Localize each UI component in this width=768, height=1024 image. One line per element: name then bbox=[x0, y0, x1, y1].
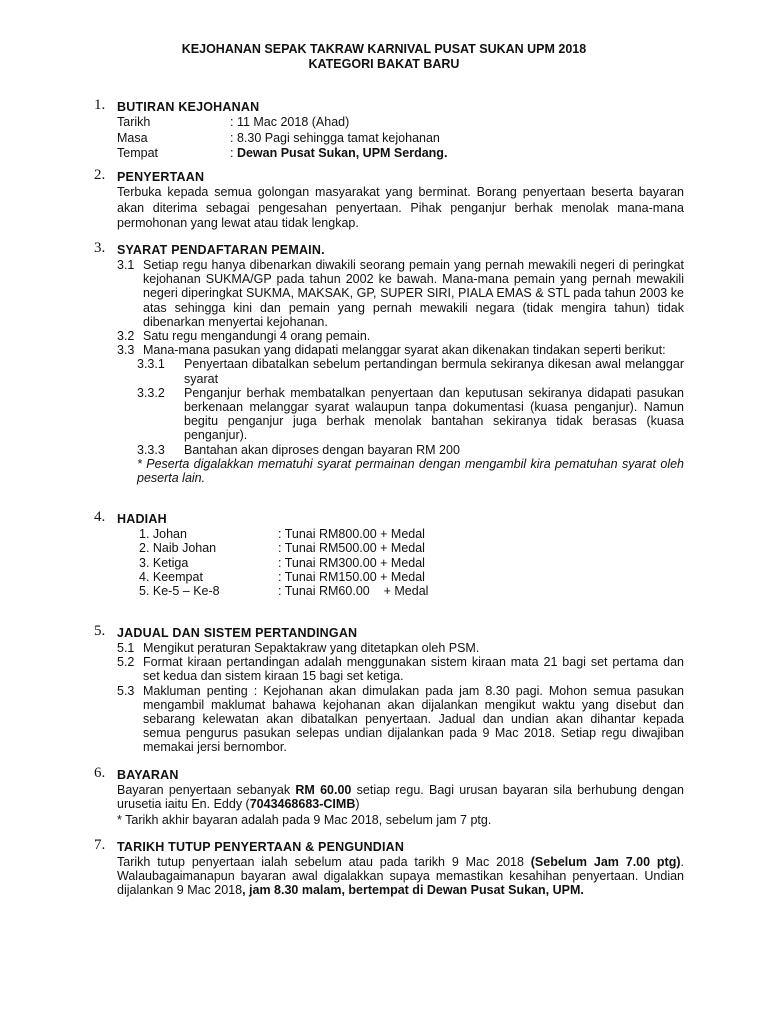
section-title: TARIKH TUTUP PENYERTAAN & PENGUNDIAN bbox=[117, 840, 405, 854]
clause-3-2 bbox=[117, 329, 684, 343]
prize-row bbox=[117, 527, 684, 541]
section-title: BUTIRAN KEJOHANAN bbox=[117, 100, 260, 114]
section-jadual-sistem bbox=[94, 623, 684, 755]
clause-3-3 bbox=[117, 343, 684, 357]
clause-number: 3.1 bbox=[117, 258, 135, 272]
prize-row bbox=[117, 541, 684, 555]
prize-rank: 3. Ketiga bbox=[139, 555, 189, 570]
detail-colon: : bbox=[230, 146, 237, 160]
clause-text: Penyertaan dibatalkan sebelum pertandingan bermula sekiranya dikesan awal melanggar syarat bbox=[184, 357, 684, 386]
detail-label: Masa bbox=[117, 130, 148, 145]
clause-number: 3.3.3 bbox=[137, 442, 165, 457]
payment-amount: RM 60.00 bbox=[295, 783, 352, 797]
detail-row-tempat bbox=[117, 146, 684, 162]
section-bayaran bbox=[94, 765, 684, 828]
detail-value: Dewan Pusat Sukan, UPM Serdang. bbox=[236, 146, 448, 160]
clause-number: 3.3.1 bbox=[137, 357, 165, 372]
paragraph-text: ) bbox=[355, 797, 360, 812]
clause-text: Setiap regu hanya dibenarkan diwakili seorang pemain yang pernah mewakili negeri di peringkat kejohanan SUKMA/GP pada tahun 2002 ke bawah. Mana-mana pemain yang pernah mewakili negeri diperingkat SUKMA, MAKSAK, GP, SUPER SIRI, PIALA EMAS & STL pada tahun 2003 ke atas sehingga kini dan pemain yang pernah mewakili negara (tidak mengira tahun) tidak dibenarkan menyertai kejohanan. bbox=[143, 258, 684, 329]
clause-5-1 bbox=[117, 641, 684, 655]
prize-rank: 4. Keempat bbox=[139, 569, 203, 584]
section-number: 6. bbox=[94, 765, 106, 781]
clause-text: Mengikut peraturan Sepaktakraw yang ditetapkan oleh PSM. bbox=[143, 641, 480, 655]
section-number: 5. bbox=[94, 623, 106, 639]
prize-value: : Tunai RM500.00 + Medal bbox=[278, 541, 425, 556]
clause-text: Format kiraan pertandingan adalah menggunakan sistem kiraan mata 21 bagi set pertama dan set kedua dan sistem kiraan 15 bagi set ketiga. bbox=[143, 655, 684, 684]
section-number: 1. bbox=[94, 97, 106, 113]
clause-3-1 bbox=[117, 258, 684, 329]
document-subtitle: KATEGORI BAKAT BARU bbox=[308, 57, 460, 71]
section-number: 7. bbox=[94, 837, 106, 853]
detail-row-masa bbox=[117, 131, 684, 147]
section-note: * Peserta digalakkan mematuhi syarat permainan dengan mengambil kira pematuhan syarat oleh peserta lain. bbox=[137, 456, 684, 486]
clause-3-3-1 bbox=[117, 357, 684, 385]
clause-text: Penganjur berhak membatalkan penyertaan dan keputusan sekiranya didapati pasukan berkenaan melanggar syarat walaupun tanpa dokumentasi (kuasa penganjur). Namun begitu penganjur juga berhak menolak bantahan sekiranya tidak berasas (kuasa penganjur). bbox=[184, 385, 684, 443]
section-title: HADIAH bbox=[117, 512, 167, 526]
section-title: JADUAL DAN SISTEM PERTANDINGAN bbox=[117, 626, 358, 640]
section-paragraph bbox=[117, 855, 684, 898]
section-title: SYARAT PENDAFTARAN PEMAIN. bbox=[117, 243, 325, 257]
detail-row-tarikh bbox=[117, 115, 684, 131]
detail-label: Tarikh bbox=[117, 115, 151, 129]
section-butiran-kejohanan bbox=[94, 97, 684, 162]
clause-number: 5.3 bbox=[117, 683, 135, 698]
paragraph-text: Bayaran penyertaan sebanyak bbox=[117, 783, 296, 797]
section-syarat-pendaftaran bbox=[94, 240, 684, 486]
clause-3-3-2 bbox=[117, 386, 684, 443]
section-title: PENYERTAAN bbox=[117, 170, 205, 184]
clause-5-2 bbox=[117, 655, 684, 683]
section-title: BAYARAN bbox=[117, 768, 179, 782]
clause-number: 5.2 bbox=[117, 655, 135, 670]
section-paragraph: Terbuka kepada semua golongan masyarakat yang berminat. Borang penyertaan beserta bayaran akan diterima sebagai pengesahan penyertaan. Pihak penganjur berhak menolak mana-mana permohonan yang lewat atau tidak lengkap. bbox=[117, 185, 684, 230]
clause-number: 5.1 bbox=[117, 641, 135, 655]
prize-value: : Tunai RM150.00 + Medal bbox=[278, 569, 425, 584]
clause-text: Makluman penting : Kejohanan akan dimulakan pada jam 8.30 pagi. Mohon semua pasukan mengambil maklumat bahawa kejohanan akan dijalankan mengikut waktu yang disebut dan sebarang kelewatan akan dibatalkan penyertaan. Jadual dan undian akan dihantar kepada semua pengurus pasukan selepas undian dijalankan pada 9 Mac 2018. Setiap regu diwajiban memakai jersi bernombor. bbox=[143, 683, 684, 755]
detail-value: : 11 Mac 2018 (Ahad) bbox=[230, 115, 350, 129]
prize-rank: 1. Johan bbox=[139, 527, 187, 541]
clause-text: Mana-mana pasukan yang didapati melanggar syarat akan dikenakan tindakan seperti berikut: bbox=[143, 343, 666, 358]
paragraph-text: . Walaubagaimanapun bayaran awal digalakkan supaya memastikan kesahihan penyertaan. Undian dijalankan 9 Mac 2018 bbox=[117, 855, 684, 898]
clause-number: 3.3.2 bbox=[137, 385, 165, 400]
payment-note: * Tarikh akhir bayaran adalah pada 9 Mac 2018, sebelum jam 7 ptg. bbox=[117, 813, 492, 828]
clause-number: 3.2 bbox=[117, 329, 135, 344]
closing-time: (Sebelum Jam 7.00 ptg) bbox=[530, 855, 681, 869]
paragraph-text: Tarikh tutup penyertaan ialah sebelum atau pada tarikh 9 Mac 2018 bbox=[117, 855, 531, 869]
clause-number: 3.3 bbox=[117, 343, 135, 358]
section-number: 4. bbox=[94, 509, 106, 525]
prize-value: : Tunai RM300.00 + Medal bbox=[278, 555, 425, 570]
paragraph-text: setiap regu. Bagi urusan bayaran sila berhubung dengan urusetia iaitu En. Eddy ( bbox=[117, 783, 684, 812]
document-title: KEJOHANAN SEPAK TAKRAW KARNIVAL PUSAT SUKAN UPM 2018 bbox=[181, 42, 587, 56]
section-hadiah bbox=[94, 509, 684, 599]
prize-row bbox=[117, 556, 684, 570]
clause-5-3 bbox=[117, 684, 684, 755]
draw-details: , jam 8.30 malam, bertempat di Dewan Pusat Sukan, UPM. bbox=[242, 883, 584, 898]
clause-text: Bantahan akan diproses dengan bayaran RM 200 bbox=[184, 442, 460, 457]
prize-value: : Tunai RM60.00 + Medal bbox=[278, 584, 429, 599]
detail-label: Tempat bbox=[117, 146, 158, 160]
prize-row bbox=[117, 570, 684, 584]
section-number: 3. bbox=[94, 240, 106, 256]
prize-rank: 5. Ke-5 – Ke-8 bbox=[139, 584, 220, 599]
account-number: 7043468683-CIMB bbox=[249, 797, 356, 812]
clause-text: Satu regu mengandungi 4 orang pemain. bbox=[143, 329, 371, 344]
clause-3-3-3 bbox=[117, 443, 684, 457]
prize-value: : Tunai RM800.00 + Medal bbox=[278, 527, 425, 541]
detail-value: : 8.30 Pagi sehingga tamat kejohanan bbox=[230, 130, 440, 145]
section-number: 2. bbox=[94, 167, 106, 183]
prize-rank: 2. Naib Johan bbox=[139, 541, 217, 556]
section-penyertaan bbox=[94, 167, 684, 232]
section-tarikh-tutup bbox=[94, 837, 684, 898]
section-paragraph bbox=[117, 783, 684, 811]
prize-row bbox=[117, 584, 684, 598]
